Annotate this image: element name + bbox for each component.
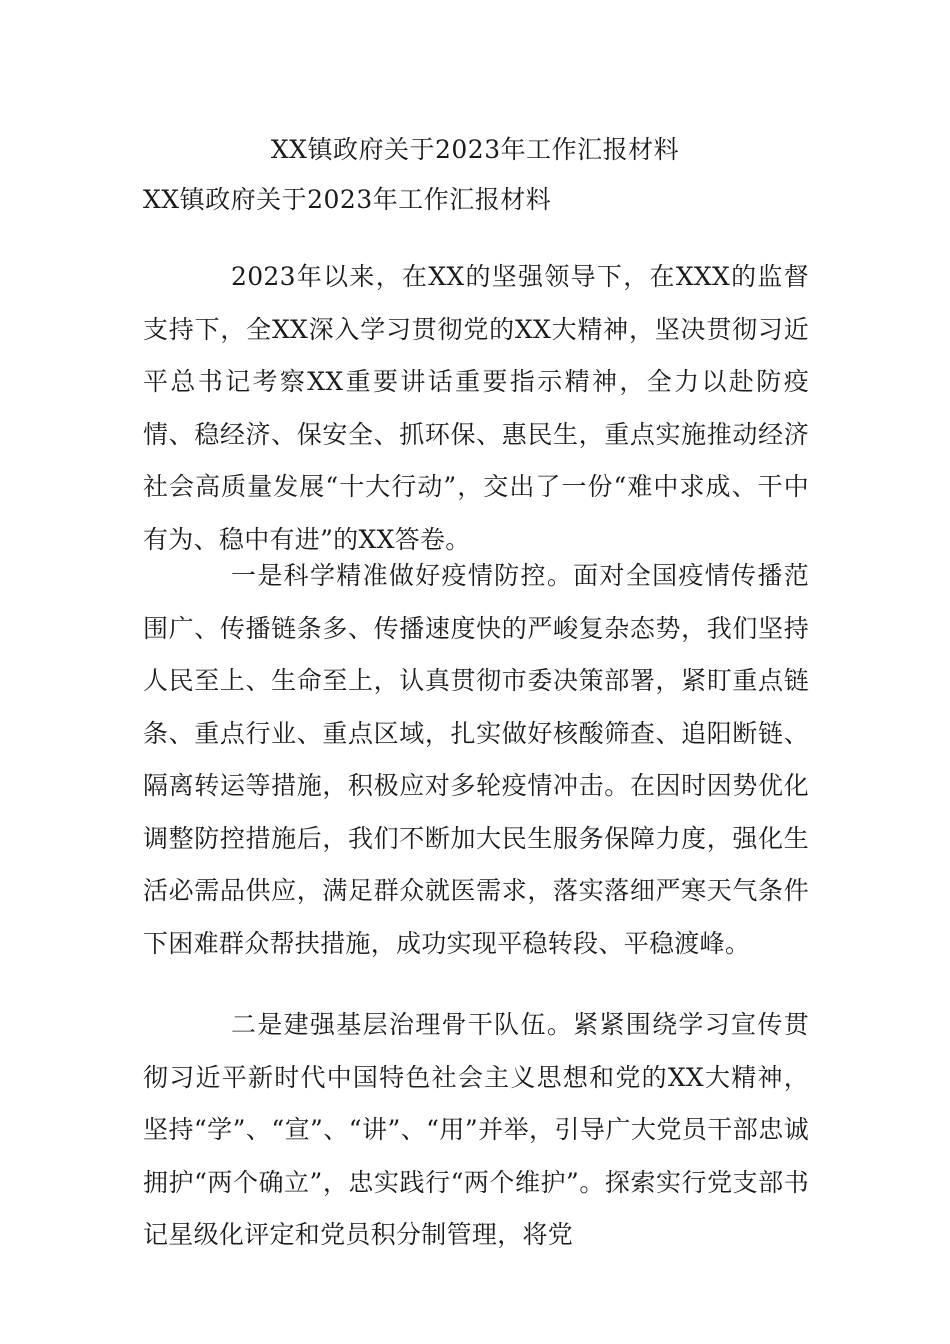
document-title: XX镇政府关于2023年工作汇报材料	[270, 135, 680, 164]
paragraph-intro: 2023年以来，在XX的坚强领导下，在XXX的监督支持下，全XX深入学习贯彻党的XX大精神，坚决贯彻习近平总书记考察XX重要讲话重要指示精神，全力以赴防疫情、稳经济、保安全、抓环保、惠民生，重点实施推动经济社会高质量发展“十大行动”，交出了一份“难中求成、干中有为、稳中有进”的XX答卷。	[143, 262, 809, 554]
paragraph-grassroots-governance: 二是建强基层治理骨干队伍。紧紧围绕学习宣传贯彻习近平新时代中国特色社会主义思想和党的XX大精神，坚持“学”、“宣”、“讲”、“用”并举，引导广大党员干部忠诚拥护“两个确立”，忠实践行“两个维护”。探索实行党支部书记星级化评定和党员积分制管理，将党	[143, 1010, 809, 1249]
paragraph-epidemic-control: 一是科学精准做好疫情防控。面对全国疫情传播范围广、传播链条多、传播速度快的严峻复杂态势，我们坚持人民至上、生命至上，认真贯彻市委决策部署，紧盯重点链条、重点行业、重点区域，扎实做好核酸筛查、追阳断链、隔离转运等措施，积极应对多轮疫情冲击。在因时因势优化调整防控措施后，我们不断加大民生服务保障力度，强化生活必需品供应，满足群众就医需求，落实落细严寒天气条件下困难群众帮扶措施，成功实现平稳转段、平稳渡峰。	[143, 561, 809, 958]
document-subtitle: XX镇政府关于2023年工作汇报材料	[143, 185, 552, 214]
